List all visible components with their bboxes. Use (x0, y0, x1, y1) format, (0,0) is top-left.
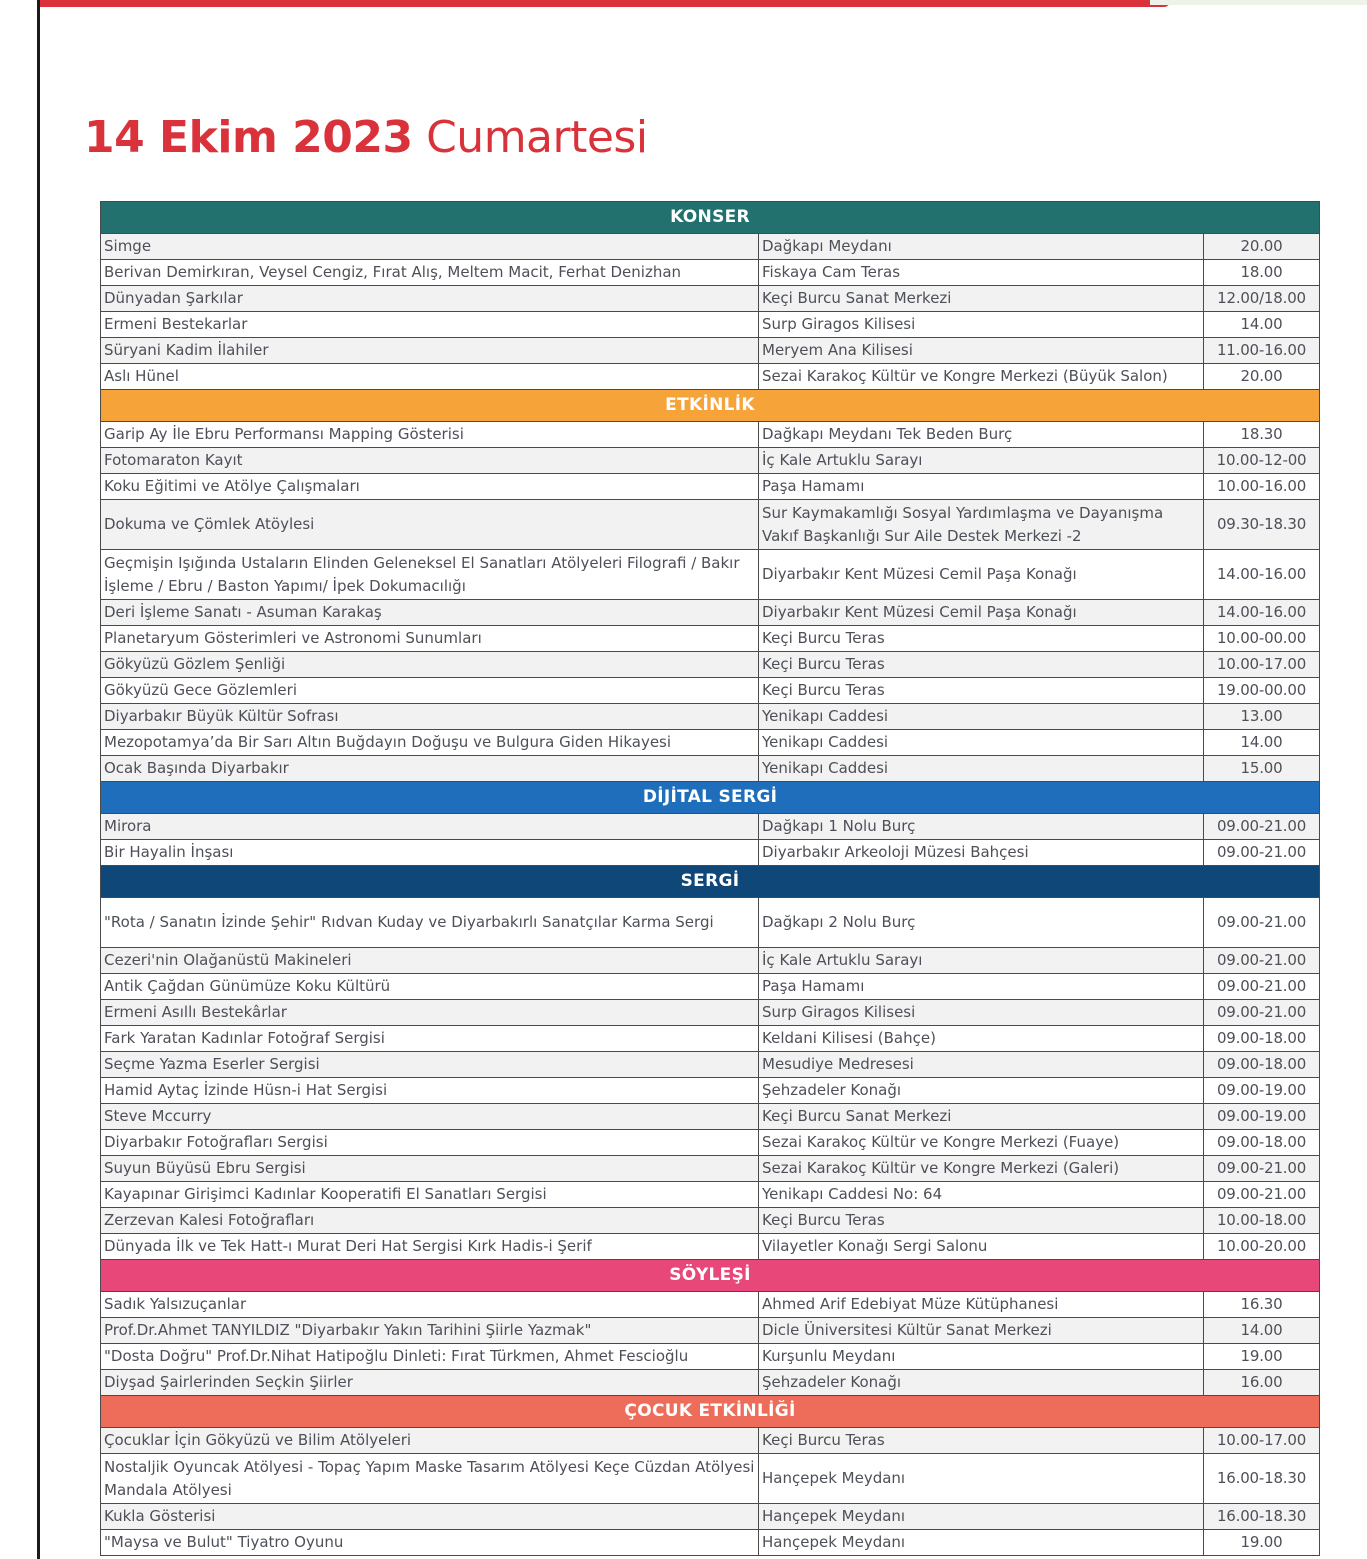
event-venue-cell: Şehzadeler Konağı (759, 1370, 1204, 1396)
table-row (101, 898, 1320, 948)
event-name-cell: Suyun Büyüsü Ebru Sergisi (101, 1156, 759, 1182)
section-header-row (101, 390, 1320, 422)
table-row (101, 652, 1320, 678)
table-row (101, 1234, 1320, 1260)
event-time-cell: 15.00 (1204, 756, 1320, 782)
table-row (101, 1130, 1320, 1156)
table-row (101, 1454, 1320, 1504)
section-title: KONSER (101, 202, 1320, 234)
event-time-cell: 09.00-21.00 (1204, 1182, 1320, 1208)
table-row (101, 550, 1320, 600)
left-margin-rule (37, 0, 40, 1559)
event-venue-cell: Dağkapı Meydanı (759, 234, 1204, 260)
event-name-cell: Dokuma ve Çömlek Atöylesi (101, 500, 759, 550)
top-accent-corner (1150, 0, 1367, 5)
event-venue-cell: Dağkapı 1 Nolu Burç (759, 814, 1204, 840)
event-time-cell: 10.00-18.00 (1204, 1208, 1320, 1234)
event-time-cell: 10.00-17.00 (1204, 1428, 1320, 1454)
table-row (101, 422, 1320, 448)
event-name-cell: Koku Eğitimi ve Atölye Çalışmaları (101, 474, 759, 500)
table-row (101, 1504, 1320, 1530)
section-header-row (101, 1396, 1320, 1428)
event-venue-cell: Yenikapı Caddesi No: 64 (759, 1182, 1204, 1208)
table-row (101, 1000, 1320, 1026)
event-venue-cell: Sezai Karakoç Kültür ve Kongre Merkezi (Fuaye) (759, 1130, 1204, 1156)
page-title-date: 14 Ekim 2023 (84, 112, 413, 163)
event-venue-cell: Keçi Burcu Teras (759, 1428, 1204, 1454)
event-time-cell: 19.00-00.00 (1204, 678, 1320, 704)
section-header-row (101, 866, 1320, 898)
event-venue-cell: Keçi Burcu Teras (759, 652, 1204, 678)
table-row (101, 1530, 1320, 1556)
table-row (101, 840, 1320, 866)
event-time-cell: 16.00-18.30 (1204, 1454, 1320, 1504)
table-row (101, 1318, 1320, 1344)
event-name-cell: Berivan Demirkıran, Veysel Cengiz, Fırat Alış, Meltem Macit, Ferhat Denizhan (101, 260, 759, 286)
event-time-cell: 14.00 (1204, 1318, 1320, 1344)
event-name-cell: Ermeni Asıllı Bestekârlar (101, 1000, 759, 1026)
event-venue-cell: Diyarbakır Kent Müzesi Cemil Paşa Konağı (759, 600, 1204, 626)
event-time-cell: 11.00-16.00 (1204, 338, 1320, 364)
table-row (101, 814, 1320, 840)
event-time-cell: 18.00 (1204, 260, 1320, 286)
event-name-cell: Diyarbakır Büyük Kültür Sofrası (101, 704, 759, 730)
event-name-cell: Fotomaraton Kayıt (101, 448, 759, 474)
event-schedule-table (100, 201, 1320, 1556)
event-name-cell: "Dosta Doğru" Prof.Dr.Nihat Hatipoğlu Dinleti: Fırat Türkmen, Ahmet Fescioğlu (101, 1344, 759, 1370)
event-venue-cell: Hançepek Meydanı (759, 1530, 1204, 1556)
table-row (101, 338, 1320, 364)
event-name-cell: Çocuklar İçin Gökyüzü ve Bilim Atölyeleri (101, 1428, 759, 1454)
event-name-cell: Deri İşleme Sanatı - Asuman Karakaş (101, 600, 759, 626)
event-name-cell: Zerzevan Kalesi Fotoğrafları (101, 1208, 759, 1234)
event-name-cell: Süryani Kadim İlahiler (101, 338, 759, 364)
table-row (101, 1428, 1320, 1454)
event-name-cell: Steve Mccurry (101, 1104, 759, 1130)
table-row (101, 948, 1320, 974)
event-venue-cell: Dağkapı Meydanı Tek Beden Burç (759, 422, 1204, 448)
event-venue-cell: Surp Giragos Kilisesi (759, 312, 1204, 338)
event-name-cell: Dünyada İlk ve Tek Hatt-ı Murat Deri Hat Sergisi Kırk Hadis-i Şerif (101, 1234, 759, 1260)
event-venue-cell: Vilayetler Konağı Sergi Salonu (759, 1234, 1204, 1260)
table-row (101, 1026, 1320, 1052)
event-venue-cell: Hançepek Meydanı (759, 1504, 1204, 1530)
top-accent-bar (40, 0, 1170, 7)
event-venue-cell: İç Kale Artuklu Sarayı (759, 448, 1204, 474)
event-venue-cell: Dağkapı 2 Nolu Burç (759, 898, 1204, 948)
event-name-cell: Cezeri'nin Olağanüstü Makineleri (101, 948, 759, 974)
table-row (101, 286, 1320, 312)
section-header-row (101, 202, 1320, 234)
table-row (101, 678, 1320, 704)
table-row (101, 704, 1320, 730)
event-venue-cell: Sezai Karakoç Kültür ve Kongre Merkezi (Galeri) (759, 1156, 1204, 1182)
event-venue-cell: Paşa Hamamı (759, 974, 1204, 1000)
event-time-cell: 12.00/18.00 (1204, 286, 1320, 312)
event-name-cell: Nostaljik Oyuncak Atölyesi - Topaç Yapım Maske Tasarım Atölyesi Keçe Cüzdan Atölyesi Mandala Atölyesi (101, 1454, 759, 1504)
event-time-cell: 09.00-19.00 (1204, 1078, 1320, 1104)
event-time-cell: 09.00-21.00 (1204, 948, 1320, 974)
event-name-cell: Ermeni Bestekarlar (101, 312, 759, 338)
event-time-cell: 09.00-18.00 (1204, 1052, 1320, 1078)
section-header-row (101, 782, 1320, 814)
event-time-cell: 16.00-18.30 (1204, 1504, 1320, 1530)
event-venue-cell: Diyarbakır Arkeoloji Müzesi Bahçesi (759, 840, 1204, 866)
table-row (101, 312, 1320, 338)
table-row (101, 756, 1320, 782)
table-row (101, 600, 1320, 626)
event-name-cell: "Rota / Sanatın İzinde Şehir" Rıdvan Kuday ve Diyarbakırlı Sanatçılar Karma Sergi (101, 898, 759, 948)
event-venue-cell: Sezai Karakoç Kültür ve Kongre Merkezi (Büyük Salon) (759, 364, 1204, 390)
event-name-cell: Fark Yaratan Kadınlar Fotoğraf Sergisi (101, 1026, 759, 1052)
event-name-cell: Mirora (101, 814, 759, 840)
event-name-cell: "Maysa ve Bulut" Tiyatro Oyunu (101, 1530, 759, 1556)
event-name-cell: Geçmişin Işığında Ustaların Elinden Geleneksel El Sanatları Atölyeleri Filografi / Bakır İşleme / Ebru / Baston Yapımı/ İpek Dokumacılığı (101, 550, 759, 600)
event-time-cell: 16.30 (1204, 1292, 1320, 1318)
event-time-cell: 09.00-21.00 (1204, 1156, 1320, 1182)
table-row (101, 1182, 1320, 1208)
table-row (101, 1104, 1320, 1130)
event-name-cell: Mezopotamya’da Bir Sarı Altın Buğdayın Doğuşu ve Bulgura Giden Hikayesi (101, 730, 759, 756)
event-time-cell: 09.30-18.30 (1204, 500, 1320, 550)
event-name-cell: Antik Çağdan Günümüze Koku Kültürü (101, 974, 759, 1000)
event-time-cell: 10.00-00.00 (1204, 626, 1320, 652)
event-time-cell: 14.00-16.00 (1204, 600, 1320, 626)
table-row (101, 1344, 1320, 1370)
table-row (101, 1370, 1320, 1396)
event-name-cell: Diyşad Şairlerinden Seçkin Şiirler (101, 1370, 759, 1396)
page-title-weekday: Cumartesi (426, 112, 648, 163)
table-row (101, 626, 1320, 652)
event-venue-cell: Yenikapı Caddesi (759, 704, 1204, 730)
event-name-cell: Diyarbakır Fotoğrafları Sergisi (101, 1130, 759, 1156)
event-venue-cell: Hançepek Meydanı (759, 1454, 1204, 1504)
event-time-cell: 14.00-16.00 (1204, 550, 1320, 600)
event-time-cell: 20.00 (1204, 234, 1320, 260)
event-name-cell: Kukla Gösterisi (101, 1504, 759, 1530)
event-time-cell: 09.00-19.00 (1204, 1104, 1320, 1130)
event-venue-cell: Ahmed Arif Edebiyat Müze Kütüphanesi (759, 1292, 1204, 1318)
table-row (101, 364, 1320, 390)
event-name-cell: Simge (101, 234, 759, 260)
event-venue-cell: Şehzadeler Konağı (759, 1078, 1204, 1104)
event-time-cell: 10.00-12-00 (1204, 448, 1320, 474)
event-venue-cell: Yenikapı Caddesi (759, 756, 1204, 782)
event-time-cell: 14.00 (1204, 312, 1320, 338)
event-time-cell: 13.00 (1204, 704, 1320, 730)
event-time-cell: 09.00-21.00 (1204, 840, 1320, 866)
table-row (101, 448, 1320, 474)
event-name-cell: Aslı Hünel (101, 364, 759, 390)
event-name-cell: Prof.Dr.Ahmet TANYILDIZ "Diyarbakır Yakın Tarihini Şiirle Yazmak" (101, 1318, 759, 1344)
section-title: SÖYLEŞİ (101, 1260, 1320, 1292)
event-venue-cell: Yenikapı Caddesi (759, 730, 1204, 756)
event-venue-cell: Kurşunlu Meydanı (759, 1344, 1204, 1370)
event-name-cell: Planetaryum Gösterimleri ve Astronomi Sunumları (101, 626, 759, 652)
page-title (84, 112, 648, 163)
event-name-cell: Ocak Başında Diyarbakır (101, 756, 759, 782)
event-venue-cell: Dicle Üniversitesi Kültür Sanat Merkezi (759, 1318, 1204, 1344)
section-header-row (101, 1260, 1320, 1292)
event-venue-cell: Diyarbakır Kent Müzesi Cemil Paşa Konağı (759, 550, 1204, 600)
event-name-cell: Sadık Yalsızuçanlar (101, 1292, 759, 1318)
event-time-cell: 10.00-17.00 (1204, 652, 1320, 678)
event-name-cell: Hamid Aytaç İzinde Hüsn-i Hat Sergisi (101, 1078, 759, 1104)
event-venue-cell: Surp Giragos Kilisesi (759, 1000, 1204, 1026)
event-time-cell: 09.00-21.00 (1204, 1000, 1320, 1026)
event-time-cell: 09.00-18.00 (1204, 1026, 1320, 1052)
event-name-cell: Gökyüzü Gece Gözlemleri (101, 678, 759, 704)
section-title: SERGİ (101, 866, 1320, 898)
table-row (101, 500, 1320, 550)
event-name-cell: Seçme Yazma Eserler Sergisi (101, 1052, 759, 1078)
event-time-cell: 18.30 (1204, 422, 1320, 448)
event-time-cell: 16.00 (1204, 1370, 1320, 1396)
event-venue-cell: Paşa Hamamı (759, 474, 1204, 500)
event-venue-cell: Keçi Burcu Sanat Merkezi (759, 286, 1204, 312)
event-time-cell: 09.00-18.00 (1204, 1130, 1320, 1156)
table-row (101, 1208, 1320, 1234)
table-row (101, 260, 1320, 286)
table-row (101, 974, 1320, 1000)
event-time-cell: 09.00-21.00 (1204, 974, 1320, 1000)
event-time-cell: 09.00-21.00 (1204, 814, 1320, 840)
table-row (101, 1052, 1320, 1078)
table-row (101, 474, 1320, 500)
table-row (101, 730, 1320, 756)
event-time-cell: 10.00-16.00 (1204, 474, 1320, 500)
section-title: ETKİNLİK (101, 390, 1320, 422)
event-venue-cell: Meryem Ana Kilisesi (759, 338, 1204, 364)
event-name-cell: Garip Ay İle Ebru Performansı Mapping Gösterisi (101, 422, 759, 448)
event-venue-cell: Keçi Burcu Teras (759, 678, 1204, 704)
event-venue-cell: İç Kale Artuklu Sarayı (759, 948, 1204, 974)
event-name-cell: Bir Hayalin İnşası (101, 840, 759, 866)
event-name-cell: Gökyüzü Gözlem Şenliği (101, 652, 759, 678)
table-row (101, 1078, 1320, 1104)
event-time-cell: 10.00-20.00 (1204, 1234, 1320, 1260)
event-venue-cell: Fiskaya Cam Teras (759, 260, 1204, 286)
event-venue-cell: Keçi Burcu Teras (759, 1208, 1204, 1234)
table-row (101, 1156, 1320, 1182)
section-title: DİJİTAL SERGİ (101, 782, 1320, 814)
event-venue-cell: Keçi Burcu Teras (759, 626, 1204, 652)
event-venue-cell: Keçi Burcu Sanat Merkezi (759, 1104, 1204, 1130)
event-time-cell: 19.00 (1204, 1530, 1320, 1556)
event-venue-cell: Sur Kaymakamlığı Sosyal Yardımlaşma ve Dayanışma Vakıf Başkanlığı Sur Aile Destek Merkezi -2 (759, 500, 1204, 550)
event-time-cell: 19.00 (1204, 1344, 1320, 1370)
event-name-cell: Dünyadan Şarkılar (101, 286, 759, 312)
event-time-cell: 20.00 (1204, 364, 1320, 390)
table-row (101, 1292, 1320, 1318)
event-name-cell: Kayapınar Girişimci Kadınlar Kooperatifi El Sanatları Sergisi (101, 1182, 759, 1208)
section-title: ÇOCUK ETKİNLİĞİ (101, 1396, 1320, 1428)
event-venue-cell: Mesudiye Medresesi (759, 1052, 1204, 1078)
event-venue-cell: Keldani Kilisesi (Bahçe) (759, 1026, 1204, 1052)
event-time-cell: 14.00 (1204, 730, 1320, 756)
event-time-cell: 09.00-21.00 (1204, 898, 1320, 948)
table-row (101, 234, 1320, 260)
